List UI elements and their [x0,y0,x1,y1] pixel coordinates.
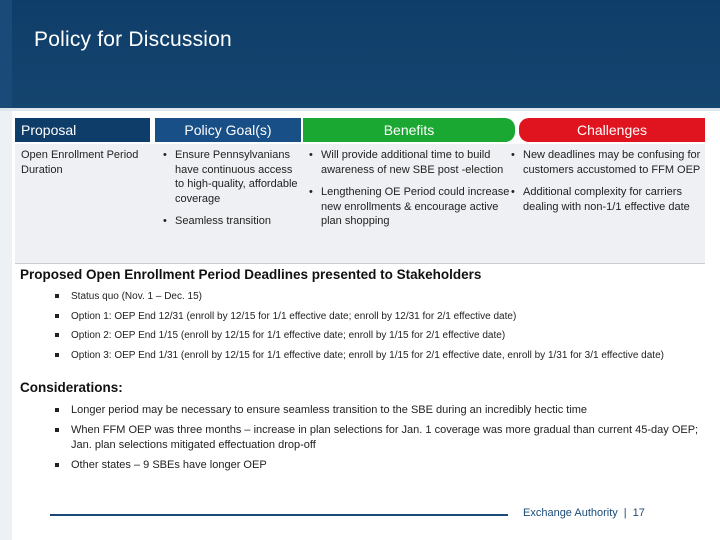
header-benefits: Benefits [303,118,515,142]
considerations-heading: Considerations: [20,380,123,395]
challenge-item: • New deadlines may be confusing for customers accustomed to FFM OEP [508,148,703,177]
cell-benefits [306,148,512,229]
policy-goal-item: • Seamless transition [160,214,300,229]
footer-org: Exchange Authority [523,507,618,519]
proposed-deadlines-heading: Proposed Open Enrollment Period Deadlines presented to Stakeholders [20,267,482,282]
page-title: Policy for Discussion [34,28,232,51]
list-item: When FFM OEP was three months – increase in plan selections for Jan. 1 coverage was more gradual than current 45-day OEP; Jan. plan selections mitigated effectuation drop-off [55,423,705,453]
list-item: Longer period may be necessary to ensure seamless transition to the SBE during an incredibly hectic time [55,403,705,418]
proposed-deadlines-list [55,290,710,368]
page-number: 17 [632,507,645,519]
left-rail [0,111,12,540]
table-row [15,144,705,264]
footer-divider [50,514,508,516]
header-shade [12,0,720,108]
cell-challenges [508,148,703,214]
list-item: Status quo (Nov. 1 – Dec. 15) [55,290,710,303]
list-item: Other states – 9 SBEs have longer OEP [55,458,705,473]
header-proposal: Proposal [15,118,150,142]
header-band [0,0,720,108]
header-policy-goals: Policy Goal(s) [155,118,301,142]
cell-proposal: Open Enrollment Period Duration [21,149,139,176]
cell-policy-goals [160,148,300,229]
footer [523,507,645,519]
considerations-list [55,403,705,478]
header-divider [0,108,720,111]
header-challenges: Challenges [519,118,705,142]
benefit-item: • Lengthening OE Period could increase new enrollments & encourage active plan shopping [306,185,512,229]
policy-goal-item: • Ensure Pennsylvanians have continuous access to high-quality, affordable coverage [160,148,300,206]
footer-separator: | [623,507,627,519]
challenge-item: • Additional complexity for carriers dealing with non-1/1 effective date [508,185,703,214]
list-item: Option 1: OEP End 12/31 (enroll by 12/15 for 1/1 effective date; enroll by 12/31 for 2/1 effective date) [55,310,710,323]
list-item: Option 3: OEP End 1/31 (enroll by 12/15 for 1/1 effective date; enroll by 1/15 for 2/1 effective date, enroll by 1/31 for 3/1 effective date) [55,349,710,362]
list-item: Option 2: OEP End 1/15 (enroll by 12/15 for 1/1 effective date; enroll by 1/15 for 2/1 effective date) [55,329,710,342]
benefit-item: • Will provide additional time to build awareness of new SBE post -election [306,148,512,177]
